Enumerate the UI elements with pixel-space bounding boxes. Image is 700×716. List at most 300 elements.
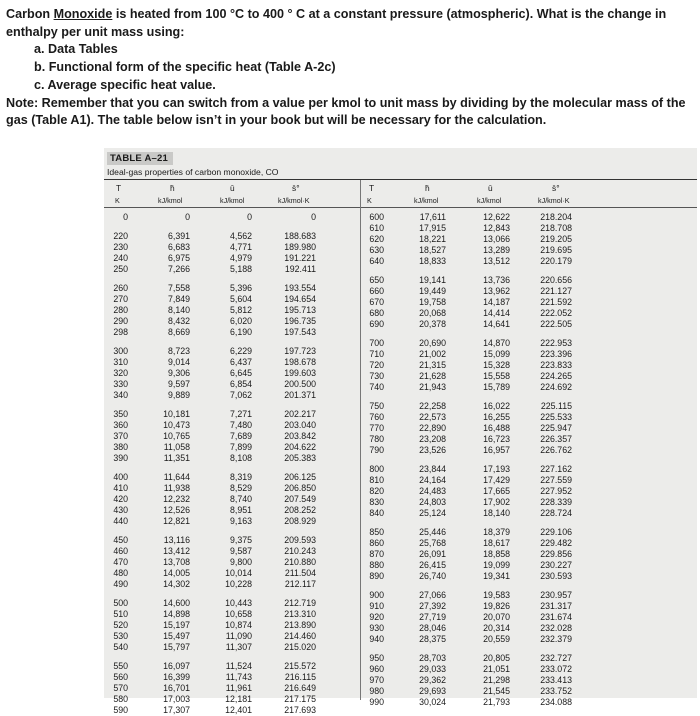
row-group-gap — [526, 582, 572, 590]
table-photo — [104, 148, 697, 715]
table-cell: 550 — [113, 661, 128, 671]
table-cell: 830 — [369, 497, 384, 507]
unit-h-left: kJ/kmol — [158, 196, 183, 205]
table-cell: 14,898 — [163, 609, 190, 619]
table-cell: 25,124 — [419, 508, 446, 518]
column-s-left — [270, 212, 316, 716]
table-cell: 480 — [113, 568, 128, 578]
table-cell: 14,187 — [483, 297, 510, 307]
row-group-gap — [104, 338, 128, 346]
table-cell: 208.252 — [284, 505, 316, 515]
table-cell: 0 — [247, 212, 252, 222]
header-T-right: T — [369, 183, 375, 193]
table-cell: 227.559 — [540, 475, 572, 485]
table-cell: 8,529 — [229, 483, 252, 493]
table-cell: 232.379 — [540, 634, 572, 644]
table-cell: 212.719 — [284, 598, 316, 608]
table-cell: 30,024 — [419, 697, 446, 707]
row-group-gap — [104, 401, 128, 409]
row-group-gap — [526, 330, 572, 338]
table-cell: 6,020 — [229, 316, 252, 326]
table-cell: 208.929 — [284, 516, 316, 526]
table-cell: 13,116 — [163, 535, 190, 545]
table-cell: 20,559 — [483, 634, 510, 644]
table-cell: 5,396 — [229, 283, 252, 293]
table-cell: 188.683 — [284, 231, 316, 241]
table-cell: 213.310 — [284, 609, 316, 619]
table-cell: 0 — [123, 212, 128, 222]
table-cell: 650 — [369, 275, 384, 285]
header-u-right: ū — [488, 183, 493, 193]
row-group-gap — [144, 401, 190, 409]
table-cell: 195.713 — [284, 305, 316, 315]
table-cell: 197.543 — [284, 327, 316, 337]
unit-u-right: kJ/kmol — [477, 196, 502, 205]
table-cell: 19,826 — [483, 601, 510, 611]
table-cell: 11,524 — [225, 661, 252, 671]
table-cell: 229.856 — [540, 549, 572, 559]
table-cell: 212.117 — [284, 579, 316, 589]
table-cell: 290 — [113, 316, 128, 326]
table-cell: 10,765 — [163, 431, 190, 441]
table-cell: 194.654 — [284, 294, 316, 304]
table-cell: 16,022 — [483, 401, 510, 411]
row-group-gap — [270, 275, 316, 283]
row-group-gap — [104, 653, 128, 661]
row-group-gap — [104, 223, 128, 231]
table-cell: 20,805 — [483, 653, 510, 663]
table-cell: 210.243 — [284, 546, 316, 556]
table-cell: 6,645 — [229, 368, 252, 378]
table-cell: 990 — [369, 697, 384, 707]
table-cell: 820 — [369, 486, 384, 496]
table-cell: 12,526 — [163, 505, 190, 515]
table-cell: 320 — [113, 368, 128, 378]
table-cell: 9,889 — [167, 390, 190, 400]
table-cell: 13,066 — [483, 234, 510, 244]
table-cell: 227.162 — [540, 464, 572, 474]
table-cell: 28,375 — [419, 634, 446, 644]
table-cell: 22,890 — [419, 423, 446, 433]
table-cell: 10,014 — [225, 568, 252, 578]
table-cell: 193.554 — [284, 283, 316, 293]
header-s-right: s̄° — [552, 183, 560, 193]
table-cell: 7,266 — [167, 264, 190, 274]
table-cell: 640 — [369, 256, 384, 266]
table-cell: 5,812 — [229, 305, 252, 315]
table-cell: 15,789 — [483, 382, 510, 392]
table-cell: 8,432 — [167, 316, 190, 326]
row-group-gap — [360, 645, 384, 653]
table-cell: 14,302 — [163, 579, 190, 589]
table-cell: 232.727 — [540, 653, 572, 663]
row-group-gap — [400, 330, 446, 338]
table-cell: 15,558 — [483, 371, 510, 381]
table-cell: 16,723 — [483, 434, 510, 444]
table-cell: 0 — [311, 212, 316, 222]
unit-h-right: kJ/kmol — [414, 196, 439, 205]
row-group-gap — [464, 456, 510, 464]
table-cell: 750 — [369, 401, 384, 411]
table-cell: 20,068 — [419, 308, 446, 318]
table-cell: 16,957 — [483, 445, 510, 455]
table-cell: 300 — [113, 346, 128, 356]
column-T-right — [360, 212, 384, 708]
table-cell: 7,849 — [167, 294, 190, 304]
table-cell: 720 — [369, 360, 384, 370]
table-cell: 17,611 — [419, 212, 446, 222]
table-cell: 199.603 — [284, 368, 316, 378]
table-cell: 25,768 — [419, 538, 446, 548]
table-cell: 970 — [369, 675, 384, 685]
table-cell: 590 — [113, 705, 128, 715]
table-cell: 20,378 — [419, 319, 446, 329]
column-s-right — [526, 212, 572, 708]
header-h-right: h̄ — [425, 183, 430, 193]
table-cell: 900 — [369, 590, 384, 600]
item-c: c. Average specific heat value. — [34, 77, 216, 92]
table-cell: 19,758 — [419, 297, 446, 307]
table-cell: 206.125 — [284, 472, 316, 482]
table-cell: 0 — [185, 212, 190, 222]
table-cell: 580 — [113, 694, 128, 704]
table-cell: 219.695 — [540, 245, 572, 255]
table-header-rule — [104, 207, 697, 208]
table-cell: 14,005 — [163, 568, 190, 578]
table-cell: 228.724 — [540, 508, 572, 518]
table-cell: 21,793 — [483, 697, 510, 707]
table-cell: 860 — [369, 538, 384, 548]
table-cell: 27,392 — [419, 601, 446, 611]
table-cell: 24,164 — [419, 475, 446, 485]
table-cell: 229.106 — [540, 527, 572, 537]
row-group-gap — [104, 527, 128, 535]
table-cell: 740 — [369, 382, 384, 392]
table-cell: 17,429 — [483, 475, 510, 485]
table-cell: 26,091 — [419, 549, 446, 559]
table-cell: 197.723 — [284, 346, 316, 356]
table-cell: 8,140 — [167, 305, 190, 315]
table-cell: 216.649 — [284, 683, 316, 693]
table-cell: 920 — [369, 612, 384, 622]
table-cell: 10,443 — [225, 598, 252, 608]
column-h-right — [400, 212, 446, 708]
table-cell: 17,902 — [483, 497, 510, 507]
table-cell: 530 — [113, 631, 128, 641]
table-cell: 27,719 — [419, 612, 446, 622]
row-group-gap — [400, 519, 446, 527]
table-cell: 220.656 — [540, 275, 572, 285]
table-cell: 225.533 — [540, 412, 572, 422]
question-line-1: Carbon Monoxide is heated from 100 °C to 400 ° C at a constant pressure (atmospheric). What is the change in — [6, 7, 667, 21]
table-cell: 630 — [369, 245, 384, 255]
table-cell: 810 — [369, 475, 384, 485]
table-cell: 11,938 — [163, 483, 190, 493]
table-cell: 9,014 — [167, 357, 190, 367]
table-cell: 16,399 — [163, 672, 190, 682]
table-cell: 12,622 — [483, 212, 510, 222]
table-cell: 19,583 — [483, 590, 510, 600]
table-cell: 10,181 — [163, 409, 190, 419]
table-cell: 6,975 — [167, 253, 190, 263]
table-cell: 15,197 — [163, 620, 190, 630]
table-cell: 5,604 — [229, 294, 252, 304]
table-cell: 28,046 — [419, 623, 446, 633]
table-cell: 215.572 — [284, 661, 316, 671]
table-cell: 15,497 — [163, 631, 190, 641]
table-cell: 223.396 — [540, 349, 572, 359]
row-group-gap — [360, 330, 384, 338]
row-group-gap — [400, 645, 446, 653]
table-title: TABLE A–21 — [107, 152, 173, 165]
table-cell: 18,833 — [419, 256, 446, 266]
table-cell: 228.339 — [540, 497, 572, 507]
table-cell: 21,298 — [483, 675, 510, 685]
table-cell: 780 — [369, 434, 384, 444]
table-cell: 12,181 — [225, 694, 252, 704]
table-cell: 11,961 — [225, 683, 252, 693]
note-line-1: Note: Remember that you can switch from a value per kmol to unit mass by dividing by the molecular mass of the — [6, 95, 686, 110]
table-cell: 200.500 — [284, 379, 316, 389]
table-cell: 930 — [369, 623, 384, 633]
table-top-rule — [104, 179, 697, 180]
column-T-left — [104, 212, 128, 716]
row-group-gap — [206, 223, 252, 231]
table-cell: 17,915 — [419, 223, 446, 233]
table-cell: 7,480 — [229, 420, 252, 430]
table-cell: 29,362 — [419, 675, 446, 685]
table-cell: 510 — [113, 609, 128, 619]
table-cell: 10,228 — [225, 579, 252, 589]
table-cell: 20,314 — [483, 623, 510, 633]
unit-T-right: K — [367, 196, 372, 205]
table-cell: 6,391 — [167, 231, 190, 241]
column-u-right — [464, 212, 510, 708]
row-group-gap — [144, 223, 190, 231]
table-cell: 18,140 — [483, 508, 510, 518]
row-group-gap — [144, 464, 190, 472]
table-cell: 9,597 — [167, 379, 190, 389]
table-cell: 330 — [113, 379, 128, 389]
table-cell: 10,874 — [225, 620, 252, 630]
table-cell: 230.593 — [540, 571, 572, 581]
table-cell: 14,414 — [483, 308, 510, 318]
table-cell: 7,689 — [229, 431, 252, 441]
table-cell: 18,527 — [419, 245, 446, 255]
table-cell: 14,641 — [483, 319, 510, 329]
row-group-gap — [526, 393, 572, 401]
table-cell: 224.265 — [540, 371, 572, 381]
table-cell: 233.072 — [540, 664, 572, 674]
table-cell: 950 — [369, 653, 384, 663]
table-cell: 232.028 — [540, 623, 572, 633]
table-cell: 226.762 — [540, 445, 572, 455]
table-cell: 13,512 — [483, 256, 510, 266]
table-cell: 21,545 — [483, 686, 510, 696]
table-cell: 310 — [113, 357, 128, 367]
table-cell: 450 — [113, 535, 128, 545]
header-h-left: h̄ — [170, 183, 175, 193]
table-cell: 19,449 — [419, 286, 446, 296]
row-group-gap — [270, 653, 316, 661]
table-cell: 850 — [369, 527, 384, 537]
table-cell: 16,097 — [163, 661, 190, 671]
row-group-gap — [206, 464, 252, 472]
row-group-gap — [270, 527, 316, 535]
table-cell: 222.052 — [540, 308, 572, 318]
table-cell: 10,658 — [225, 609, 252, 619]
note-line-2: gas (Table A1). The table below isn’t in your book but will be necessary for the calculation. — [6, 113, 547, 128]
row-group-gap — [270, 401, 316, 409]
row-group-gap — [464, 582, 510, 590]
table-cell: 15,328 — [483, 360, 510, 370]
table-cell: 189.980 — [284, 242, 316, 252]
item-a: a. Data Tables — [34, 42, 118, 57]
row-group-gap — [206, 401, 252, 409]
table-cell: 17,193 — [483, 464, 510, 474]
table-cell: 22,258 — [419, 401, 446, 411]
row-group-gap — [526, 519, 572, 527]
table-cell: 25,446 — [419, 527, 446, 537]
unit-s-right: kJ/kmol·K — [538, 196, 570, 205]
table-cell: 23,844 — [419, 464, 446, 474]
table-cell: 5,188 — [229, 264, 252, 274]
table-cell: 6,190 — [229, 327, 252, 337]
header-s-left: s̄° — [292, 183, 300, 193]
table-cell: 280 — [113, 305, 128, 315]
table-cell: 980 — [369, 686, 384, 696]
table-cell: 206.850 — [284, 483, 316, 493]
table-cell: 880 — [369, 560, 384, 570]
table-cell: 225.115 — [540, 401, 572, 411]
table-cell: 26,740 — [419, 571, 446, 581]
table-cell: 710 — [369, 349, 384, 359]
table-cell: 380 — [113, 442, 128, 452]
unit-u-left: kJ/kmol — [220, 196, 245, 205]
question-text — [6, 6, 696, 130]
table-cell: 6,437 — [229, 357, 252, 367]
table-cell: 360 — [113, 420, 128, 430]
table-cell: 19,099 — [483, 560, 510, 570]
table-cell: 7,899 — [229, 442, 252, 452]
table-cell: 6,683 — [167, 242, 190, 252]
table-cell: 11,351 — [163, 453, 190, 463]
row-group-gap — [144, 590, 190, 598]
row-group-gap — [270, 464, 316, 472]
table-cell: 198.678 — [284, 357, 316, 367]
table-cell: 430 — [113, 505, 128, 515]
item-b: b. Functional form of the specific heat (Table A-2c) — [34, 60, 336, 75]
table-cell: 203.842 — [284, 431, 316, 441]
table-cell: 9,375 — [229, 535, 252, 545]
table-cell: 192.411 — [284, 264, 316, 274]
table-cell: 520 — [113, 620, 128, 630]
table-cell: 370 — [113, 431, 128, 441]
table-cell: 14,600 — [163, 598, 190, 608]
table-cell: 18,221 — [419, 234, 446, 244]
table-cell: 4,562 — [229, 231, 252, 241]
table-cell: 221.592 — [540, 297, 572, 307]
table-cell: 15,797 — [163, 642, 190, 652]
row-group-gap — [144, 527, 190, 535]
table-cell: 26,415 — [419, 560, 446, 570]
table-cell: 8,740 — [229, 494, 252, 504]
table-cell: 6,854 — [229, 379, 252, 389]
table-cell: 600 — [369, 212, 384, 222]
table-cell: 23,526 — [419, 445, 446, 455]
table-cell: 219.205 — [540, 234, 572, 244]
table-cell: 23,208 — [419, 434, 446, 444]
row-group-gap — [270, 590, 316, 598]
row-group-gap — [270, 223, 316, 231]
row-group-gap — [400, 456, 446, 464]
table-cell: 760 — [369, 412, 384, 422]
table-cell: 233.752 — [540, 686, 572, 696]
table-cell: 420 — [113, 494, 128, 504]
table-cell: 15,099 — [483, 349, 510, 359]
table-cell: 21,051 — [483, 664, 510, 674]
table-cell: 12,821 — [163, 516, 190, 526]
table-cell: 22,573 — [419, 412, 446, 422]
row-group-gap — [206, 275, 252, 283]
table-cell: 18,858 — [483, 549, 510, 559]
row-group-gap — [526, 645, 572, 653]
table-cell: 211.504 — [284, 568, 316, 578]
row-group-gap — [360, 456, 384, 464]
table-cell: 17,665 — [483, 486, 510, 496]
table-cell: 12,843 — [483, 223, 510, 233]
question-line-2: enthalpy per unit mass using: — [6, 24, 185, 39]
table-cell: 12,401 — [225, 705, 252, 715]
table-cell: 217.693 — [284, 705, 316, 715]
table-cell: 7,558 — [167, 283, 190, 293]
table-cell: 28,703 — [419, 653, 446, 663]
row-group-gap — [144, 338, 190, 346]
table-cell: 840 — [369, 508, 384, 518]
table-cell: 231.674 — [540, 612, 572, 622]
table-cell: 216.115 — [284, 672, 316, 682]
table-cell: 224.692 — [540, 382, 572, 392]
table-cell: 221.127 — [540, 286, 572, 296]
table-cell: 11,743 — [225, 672, 252, 682]
table-cell: 870 — [369, 549, 384, 559]
table-cell: 400 — [113, 472, 128, 482]
table-cell: 215.020 — [284, 642, 316, 652]
table-cell: 17,307 — [163, 705, 190, 715]
table-cell: 217.175 — [284, 694, 316, 704]
table-cell: 8,108 — [229, 453, 252, 463]
table-cell: 298 — [113, 327, 128, 337]
table-cell: 16,488 — [483, 423, 510, 433]
table-cell: 680 — [369, 308, 384, 318]
table-cell: 540 — [113, 642, 128, 652]
row-group-gap — [206, 590, 252, 598]
table-cell: 11,644 — [163, 472, 190, 482]
table-cell: 14,870 — [483, 338, 510, 348]
table-cell: 770 — [369, 423, 384, 433]
row-group-gap — [206, 653, 252, 661]
substance-name: Monoxide — [53, 7, 113, 21]
table-cell: 500 — [113, 598, 128, 608]
table-cell: 6,229 — [229, 346, 252, 356]
table-cell: 410 — [113, 483, 128, 493]
table-cell: 13,412 — [163, 546, 190, 556]
unit-s-left: kJ/kmol·K — [278, 196, 310, 205]
table-cell: 16,255 — [483, 412, 510, 422]
table-cell: 11,307 — [225, 642, 252, 652]
table-cell: 620 — [369, 234, 384, 244]
table-cell: 218.708 — [540, 223, 572, 233]
